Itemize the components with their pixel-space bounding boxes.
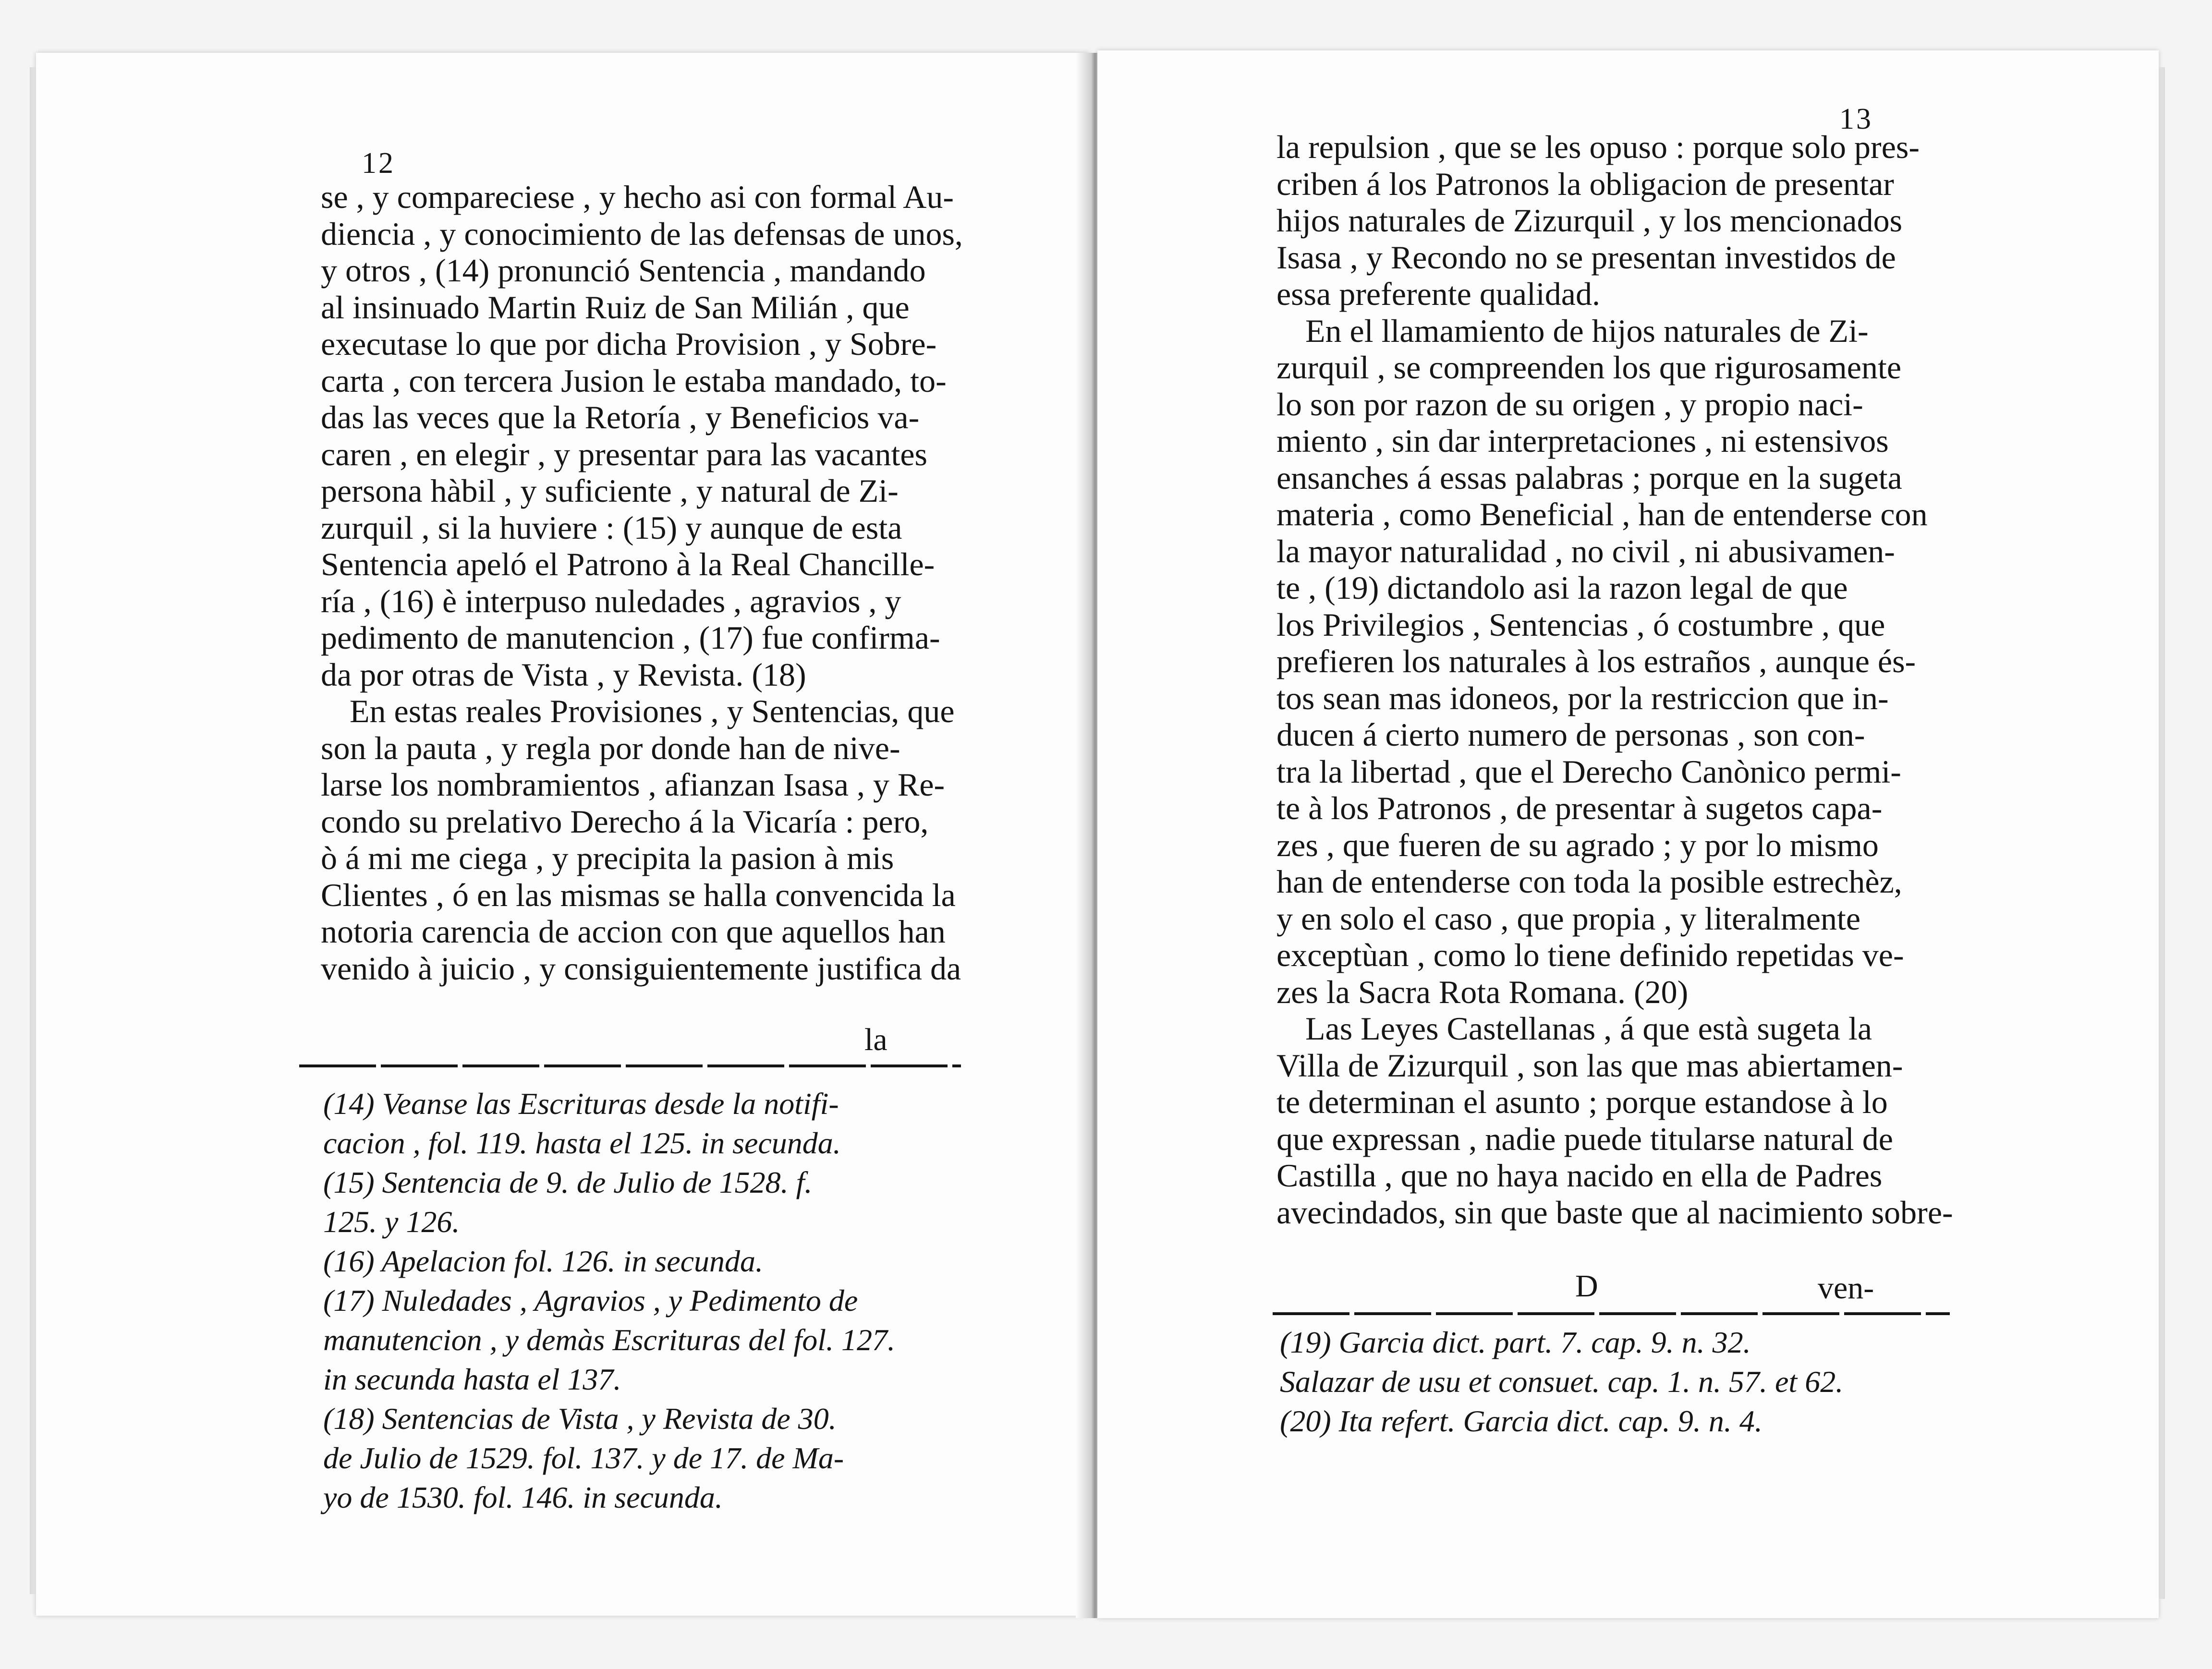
text-line: En el llamamiento de hijos naturales de Zi-: [1305, 312, 1869, 349]
text-line: lo son por razon de su origen , y propio naci-: [1276, 386, 1863, 423]
text-line: avecindados, sin que baste que al nacimiento sobre-: [1276, 1194, 1953, 1231]
text-line: Clientes , ó en las mismas se halla convencida la: [321, 876, 956, 913]
text-line: zes la Sacra Rota Romana. (20): [1276, 973, 1689, 1010]
text-line: te , (19) dictandolo asi la razon legal de que: [1276, 569, 1848, 606]
text-line: ensanches á essas palabras ; porque en la sugeta: [1276, 459, 1902, 496]
text-line: ría , (16) è interpuso nuledades , agravios , y: [321, 582, 901, 619]
text-line: ò á mi me ciega , y precipita la pasion à mis: [321, 840, 894, 876]
page-number: 12: [362, 147, 395, 180]
catchword: ven-: [1818, 1270, 1874, 1306]
footnote-line: cacion , fol. 119. hasta el 125. in secunda.: [323, 1126, 841, 1160]
text-line: los Privilegios , Sentencias , ó costumbre , que: [1276, 606, 1885, 643]
text-line: exceptùan , como lo tiene definido repetidas ve-: [1276, 937, 1904, 973]
text-line: ducen á cierto numero de personas , son con-: [1276, 716, 1865, 753]
footnote-line: yo de 1530. fol. 146. in secunda.: [323, 1480, 723, 1514]
text-line: que expressan , nadie puede titularse natural de: [1276, 1120, 1893, 1157]
text-line: carta , con tercera Jusion le estaba mandado, to-: [321, 362, 947, 399]
right-page: [1097, 50, 2159, 1618]
footnote-line: (20) Ita refert. Garcia dict. cap. 9. n. 4.: [1280, 1404, 1762, 1438]
page-number: 13: [1839, 103, 1873, 135]
text-line: larse los nombramientos , afianzan Isasa , y Re-: [321, 766, 945, 803]
footnote-line: manutencion , y demàs Escrituras del fol. 127.: [323, 1323, 895, 1357]
text-line: tra la libertad , que el Derecho Canònico permi-: [1276, 753, 1901, 790]
text-line: hijos naturales de Zizurquil , y los mencionados: [1276, 202, 1903, 239]
footnote-rule: [299, 1064, 961, 1067]
text-line: Sentencia apeló el Patrono à la Real Chancille-: [321, 546, 935, 582]
text-line: son la pauta , y regla por donde han de nive-: [321, 729, 900, 766]
text-line: la mayor naturalidad , no civil , ni abusivamen-: [1276, 532, 1895, 569]
text-line: venido à juicio , y consiguientemente justifica da: [321, 950, 961, 987]
text-line: y otros , (14) pronunció Sentencia , mandando: [321, 252, 926, 289]
text-line: Isasa , y Recondo no se presentan investidos de: [1276, 239, 1896, 276]
text-line: notoria carencia de accion con que aquellos han: [321, 913, 946, 950]
footnote-rule: [1273, 1312, 1950, 1315]
text-line: criben á los Patronos la obligacion de presentar: [1276, 165, 1894, 202]
text-line: essa preferente qualidad.: [1276, 276, 1600, 312]
text-line: al insinuado Martin Ruiz de San Milián , que: [321, 289, 910, 326]
signature-mark: D: [1575, 1269, 1598, 1304]
text-line: zes , que fueren de su agrado ; y por lo mismo: [1276, 826, 1879, 863]
footnote-line: (17) Nuledades , Agravios , y Pedimento de: [323, 1283, 858, 1318]
text-line: pedimento de manutencion , (17) fue confirma-: [321, 619, 940, 656]
footnote-line: Salazar de usu et consuet. cap. 1. n. 57. et 62.: [1280, 1365, 1844, 1399]
text-line: zurquil , se compreenden los que rigurosamente: [1276, 349, 1902, 386]
text-line: han de entenderse con toda la posible estrechèz,: [1276, 863, 1902, 900]
footnote-line: in secunda hasta el 137.: [323, 1362, 621, 1396]
footnotes: [323, 1084, 976, 1517]
text-line: persona hàbil , y suficiente , y natural de Zi-: [321, 472, 899, 509]
text-line: la repulsion , que se les opuso : porque solo pres-: [1276, 129, 1920, 165]
text-line: Castilla , que no haya nacido en ella de Padres: [1276, 1157, 1883, 1194]
text-line: prefieren los naturales à los estraños , aunque és-: [1276, 643, 1916, 679]
catchword: la: [864, 1022, 887, 1057]
text-line: miento , sin dar interpretaciones , ni estensivos: [1276, 423, 1889, 459]
footnote-line: (14) Veanse las Escrituras desde la notifi-: [323, 1087, 839, 1121]
body-text: [1276, 129, 1953, 1231]
text-line: condo su prelativo Derecho á la Vicaría : pero,: [321, 803, 929, 840]
text-line: y en solo el caso , que propia , y literalmente: [1276, 900, 1861, 937]
text-line: executase lo que por dicha Provision , y Sobre-: [321, 326, 937, 362]
text-line: materia , como Beneficial , han de entenderse con: [1276, 496, 1928, 532]
footnote-line: (19) Garcia dict. part. 7. cap. 9. n. 32.: [1280, 1325, 1751, 1359]
text-line: Las Leyes Castellanas , á que està sugeta la: [1305, 1010, 1872, 1047]
body-text: [321, 179, 964, 987]
text-line: das las veces que la Retoría , y Beneficios va-: [321, 399, 920, 435]
text-line: zurquil , si la huviere : (15) y aunque de esta: [321, 509, 902, 546]
text-line: caren , en elegir , y presentar para las vacantes: [321, 435, 927, 472]
text-line: se , y compareciese , y hecho asi con formal Au-: [321, 179, 954, 215]
text-line: te determinan el asunto ; porque estandose à lo: [1276, 1084, 1888, 1120]
text-line: te à los Patronos , de presentar à sugetos capa-: [1276, 790, 1883, 826]
footnote-line: (16) Apelacion fol. 126. in secunda.: [323, 1244, 763, 1278]
text-line: tos sean mas idoneos, por la restriccion que in-: [1276, 679, 1889, 716]
footnote-line: de Julio de 1529. fol. 137. y de 17. de Ma-: [323, 1441, 844, 1475]
text-line: diencia , y conocimiento de las defensas de unos,: [321, 215, 963, 252]
footnote-line: (15) Sentencia de 9. de Julio de 1528. f.: [323, 1165, 813, 1199]
text-line: da por otras de Vista , y Revista. (18): [321, 656, 806, 693]
footnote-line: 125. y 126.: [323, 1205, 460, 1239]
text-line: En estas reales Provisiones , y Sentencias, que: [350, 693, 955, 729]
footnotes: [1280, 1323, 1943, 1441]
footnote-line: (18) Sentencias de Vista , y Revista de 30.: [323, 1402, 837, 1436]
left-page: [36, 53, 1090, 1616]
text-line: Villa de Zizurquil , son las que mas abiertamen-: [1276, 1047, 1903, 1084]
